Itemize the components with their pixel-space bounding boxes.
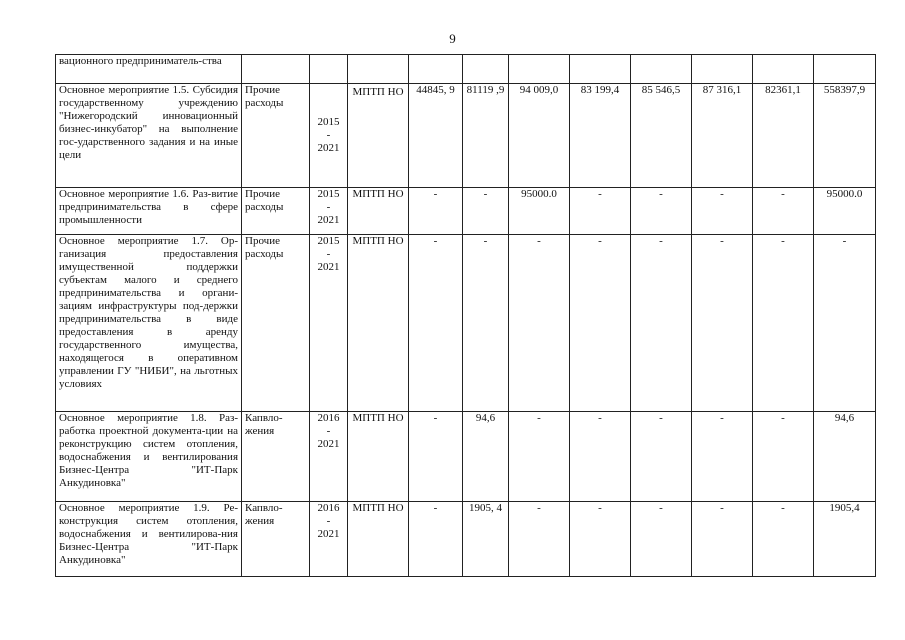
- funding-value: -: [463, 188, 509, 235]
- table-row: [56, 55, 876, 84]
- activity-description: Основное мероприятие 1.8. Раз-работка проектной документа-ции на реконструкцию систем отопления, водоснабжения и вентилирования Бизнес-Центра "ИТ-Парк Анкудиновка": [56, 412, 242, 502]
- expense-category: Прочие расходы: [242, 84, 310, 188]
- funding-value: 83 199,4: [570, 84, 631, 188]
- funding-value: 94 009,0: [509, 84, 570, 188]
- funding-value: -: [692, 188, 753, 235]
- period-cell: [310, 235, 348, 412]
- period-end: 2021: [317, 528, 340, 540]
- funding-value: -: [631, 188, 692, 235]
- period-cell: [310, 188, 348, 235]
- funding-value: 558397,9: [814, 84, 876, 188]
- funding-value: -: [692, 502, 753, 577]
- period-separator: -: [326, 515, 331, 527]
- funding-value: -: [753, 502, 814, 577]
- funding-value: 95000.0: [814, 188, 876, 235]
- period-end: 2021: [317, 261, 340, 273]
- activity-description: вационного предприниматель-ства: [56, 55, 242, 84]
- funding-value: -: [570, 412, 631, 502]
- funding-value: -: [570, 502, 631, 577]
- funding-value: 85 546,5: [631, 84, 692, 188]
- funding-value: -: [631, 235, 692, 412]
- funding-value: -: [570, 188, 631, 235]
- activity-description: Основное мероприятие 1.9. Ре-конструкция систем отопления, водоснабжения и вентилирова-ния Бизнес-Центра "ИТ-Парк Анкудиновка": [56, 502, 242, 577]
- page-number: 9: [449, 31, 456, 46]
- table-row: [56, 188, 876, 235]
- period-start: 2016: [317, 412, 340, 424]
- period-cell: [310, 55, 348, 84]
- funding-value: [509, 55, 570, 84]
- funding-value: 94,6: [814, 412, 876, 502]
- funding-value: [631, 55, 692, 84]
- funding-value: 1905, 4: [463, 502, 509, 577]
- period-start: 2015: [317, 188, 340, 200]
- funding-value: 44845, 9: [409, 84, 463, 188]
- expense-category: Капвло-жения: [242, 502, 310, 577]
- funding-value: -: [409, 235, 463, 412]
- executor: МПТП НО: [348, 235, 409, 412]
- table-row: [56, 502, 876, 577]
- executor: МПТП НО: [348, 412, 409, 502]
- funding-value: [814, 55, 876, 84]
- funding-value: -: [753, 235, 814, 412]
- funding-value: [409, 55, 463, 84]
- period-start: 2015: [317, 235, 340, 247]
- funding-value: [692, 55, 753, 84]
- period-start: 2015: [317, 116, 340, 128]
- period-start: 2016: [317, 502, 340, 514]
- period-cell: [310, 412, 348, 502]
- funding-value: -: [692, 235, 753, 412]
- funding-value: -: [753, 188, 814, 235]
- funding-value: -: [753, 412, 814, 502]
- table-row: [56, 84, 876, 188]
- funding-value: -: [409, 412, 463, 502]
- funding-value: [753, 55, 814, 84]
- funding-value: 82361,1: [753, 84, 814, 188]
- funding-value: -: [409, 188, 463, 235]
- funding-value: -: [631, 412, 692, 502]
- funding-value: [463, 55, 509, 84]
- expense-category: Прочие расходы: [242, 188, 310, 235]
- funding-value: -: [463, 235, 509, 412]
- funding-value: -: [509, 502, 570, 577]
- executor: МПТП НО: [348, 84, 409, 188]
- funding-value: -: [409, 502, 463, 577]
- executor: [348, 55, 409, 84]
- funding-value: [570, 55, 631, 84]
- period-separator: -: [326, 248, 331, 260]
- period-end: 2021: [317, 142, 340, 154]
- activity-description: Основное мероприятие 1.7. Ор-ганизация предоставления имущественной поддержки субъектам малого и среднего предпринимательства и органи-зациям инфраструктуры под-держки предпринимательства в виде предоставления в аренду государственного имущества, находящегося в оперативном управлении ГУ "НИБИ", на льготных условиях: [56, 235, 242, 412]
- executor: МПТП НО: [348, 502, 409, 577]
- period-separator: -: [326, 425, 331, 437]
- funding-value: -: [509, 235, 570, 412]
- funding-value: 94,6: [463, 412, 509, 502]
- funding-value: 81119 ,9: [463, 84, 509, 188]
- activity-description: Основное мероприятие 1.5. Субсидия государственному учреждению "Нижегородский инновационный бизнес-инкубатор" на выполнение гос-ударственного задания и на иные цели: [56, 84, 242, 188]
- funding-value: -: [692, 412, 753, 502]
- program-activities-table: [55, 54, 876, 577]
- funding-value: -: [509, 412, 570, 502]
- expense-category: Прочие расходы: [242, 235, 310, 412]
- period-cell: [310, 84, 348, 188]
- period-end: 2021: [317, 438, 340, 450]
- table-row: [56, 235, 876, 412]
- funding-value: 87 316,1: [692, 84, 753, 188]
- activity-description: Основное мероприятие 1.6. Раз-витие предпринимательства в сфере промышленности: [56, 188, 242, 235]
- period-separator: -: [326, 129, 331, 141]
- funding-value: -: [814, 235, 876, 412]
- funding-value: 95000.0: [509, 188, 570, 235]
- table-row: [56, 412, 876, 502]
- period-cell: [310, 502, 348, 577]
- funding-value: -: [570, 235, 631, 412]
- executor: МПТП НО: [348, 188, 409, 235]
- funding-value: 1905,4: [814, 502, 876, 577]
- expense-category: [242, 55, 310, 84]
- funding-value: -: [631, 502, 692, 577]
- period-end: 2021: [317, 214, 340, 226]
- period-separator: -: [326, 201, 331, 213]
- expense-category: Капвло-жения: [242, 412, 310, 502]
